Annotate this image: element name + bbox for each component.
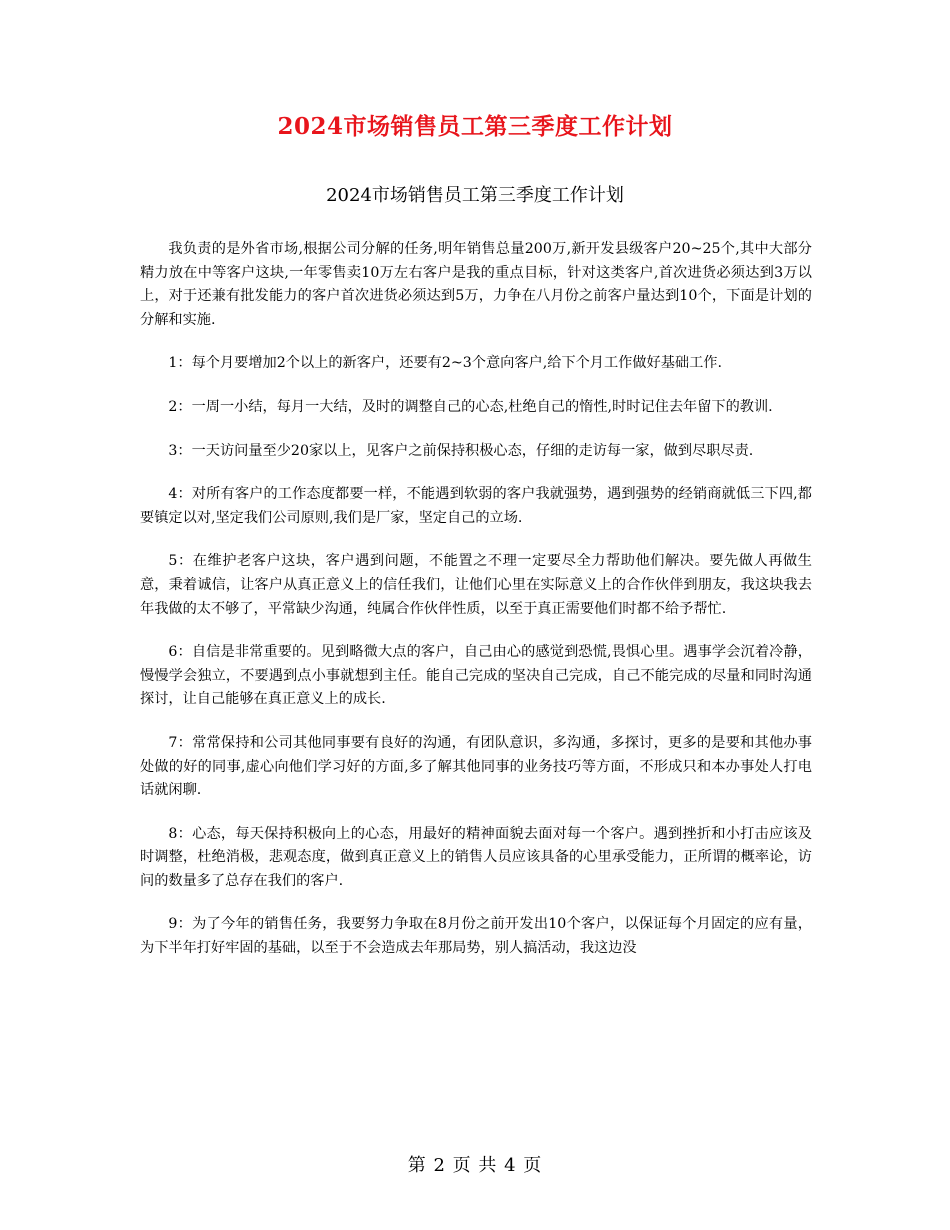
page-number-footer: 第 2 页 共 4 页 [407,1155,543,1176]
paragraph-item-1: 1：每个月要增加2个以上的新客户，还要有2~3个意向客户,给下个月工作做好基础工作. [168,355,722,372]
paragraph-intro: 我负责的是外省市场,根据公司分解的任务,明年销售总量200万,新开发县级客户20~25个,其中大部分精力放在中等客户这块,一年零售卖10万左右客户是我的重点目标，针对这类客户,首次进货必须达到3万以上，对于还兼有批发能力的客户首次进货必须达到5万，力争在八月份之前客户量达到10个，下面是计划的分解和实施. [140,241,812,328]
paragraph-item-6: 6：自信是非常重要的。见到略微大点的客户，自己由心的感觉到恐慌,畏惧心里。遇事学会沉着冷静，慢慢学会独立，不要遇到点小事就想到主任。能自己完成的坚决自己完成，自己不能完成的尽量和同时沟通探讨，让自己能够在真正意义上的成长. [140,644,812,708]
paragraph-item-3: 3：一天访问量至少20家以上，见客户之前保持积极心态，仔细的走访每一家，做到尽职尽责. [168,442,754,459]
document-subtitle: 2024市场销售员工第三季度工作计划 [326,185,624,206]
document-title: 2024市场销售员工第三季度工作计划 [277,113,673,140]
paragraph-item-7: 7：常常保持和公司其他同事要有良好的沟通，有团队意识，多沟通，多探讨，更多的是要和其他办事处做的好的同事,虚心向他们学习好的方面,多了解其他同事的业务技巧等方面，不形成只和本办事处人打电话就闲聊. [140,734,812,799]
paragraph-item-4: 4：对所有客户的工作态度都要一样，不能遇到软弱的客户我就强势，遇到强势的经销商就低三下四,都要镇定以对,坚定我们公司原则,我们是厂家，坚定自己的立场. [140,486,812,526]
document-body [140,238,812,981]
paragraph-item-8: 8：心态，每天保持积极向上的心态，用最好的精神面貌去面对每一个客户。遇到挫折和小打击应该及时调整，杜绝消极，悲观态度，做到真正意义上的销售人员应该具备的心里承受能力，正所谓的概率论，访问的数量多了总存在我们的客户. [140,825,812,889]
paragraph-item-9: 9：为了今年的销售任务，我要努力争取在8月份之前开发出10个客户，以保证每个月固定的应有量，为下半年打好牢固的基础，以至于不会造成去年那局势，别人搞活动，我这边没 [140,916,812,957]
paragraph-item-2: 2：一周一小结，每月一大结，及时的调整自己的心态,杜绝自己的惰性,时时记住去年留下的教训. [168,398,773,415]
paragraph-item-5: 5：在维护老客户这块，客户遇到问题，不能置之不理一定要尽全力帮助他们解决。要先做人再做生意，秉着诚信，让客户从真正意义上的信任我们，让他们心里在实际意义上的合作伙伴到朋友，我这块我去年我做的太不够了，平常缺少沟通，纯属合作伙伴性质，以至于真正需要他们时都不给予帮忙. [140,553,812,617]
